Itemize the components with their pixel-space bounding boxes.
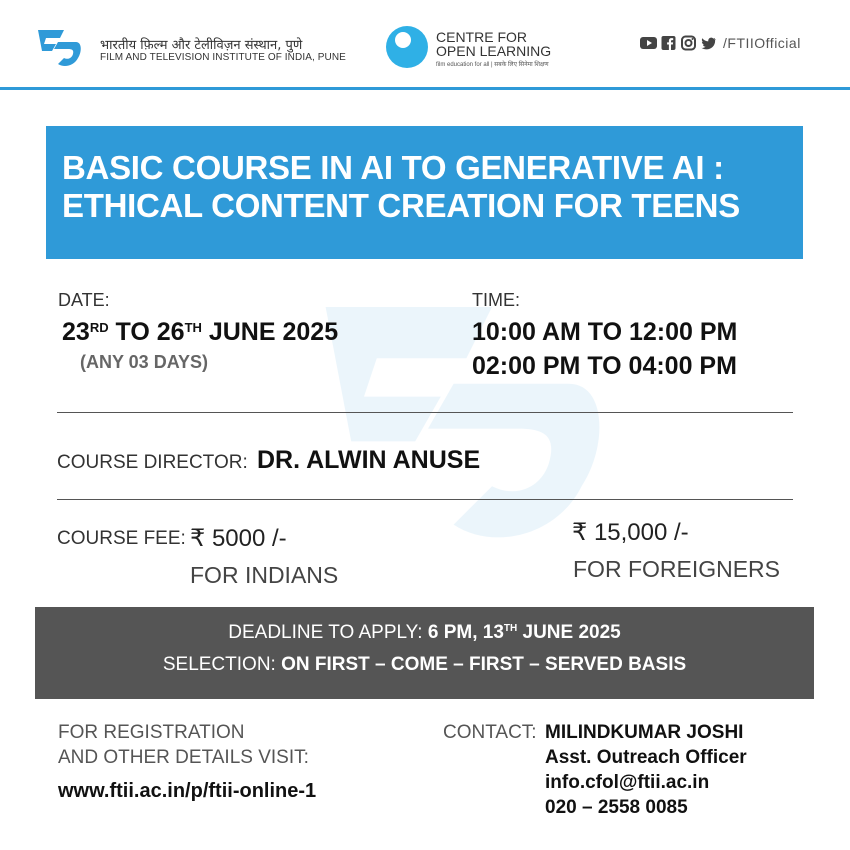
course-director-name: DR. ALWIN ANUSE bbox=[257, 446, 481, 474]
social-links bbox=[640, 35, 801, 51]
divider-1 bbox=[57, 412, 793, 413]
date-month-year: JUNE 2025 bbox=[201, 318, 339, 346]
institute-name-english: FILM AND TELEVISION INSTITUTE OF INDIA, PUNE bbox=[100, 52, 346, 63]
contact-phone: 020 – 2558 0085 bbox=[545, 797, 688, 818]
deadline-month-year: JUNE 2025 bbox=[517, 622, 621, 643]
registration-text-line1: FOR REGISTRATION bbox=[58, 722, 245, 743]
contact-name: MILINDKUMAR JOSHI bbox=[545, 722, 744, 743]
instagram-icon[interactable] bbox=[680, 35, 697, 51]
deadline-time-day: 6 PM, 13 bbox=[427, 622, 504, 643]
youtube-icon[interactable] bbox=[640, 35, 657, 51]
fee-indian-note: FOR INDIANS bbox=[190, 562, 339, 588]
twitter-icon[interactable] bbox=[700, 35, 717, 51]
contact-role: Asst. Outreach Officer bbox=[545, 747, 747, 768]
date-note: (ANY 03 DAYS) bbox=[80, 352, 209, 372]
deadline-line bbox=[35, 622, 814, 644]
deadline-day-suffix: TH bbox=[503, 623, 518, 634]
date-end-suffix: TH bbox=[184, 320, 202, 335]
fee-foreign-amount: ₹ 15,000 /- bbox=[572, 519, 689, 546]
registration-link[interactable]: www.ftii.ac.in/p/ftii-online-1 bbox=[58, 780, 317, 802]
course-fee-label: COURSE FEE: bbox=[57, 528, 186, 549]
selection-line bbox=[35, 654, 814, 676]
selection-value: ON FIRST – COME – FIRST – SERVED BASIS bbox=[281, 654, 687, 675]
date-end-day: TO 26 bbox=[108, 318, 185, 346]
registration-text-line2: AND OTHER DETAILS VISIT: bbox=[58, 747, 309, 768]
header-divider bbox=[0, 87, 850, 90]
social-handle[interactable]: /FTIIOfficial bbox=[723, 35, 801, 51]
cfol-tagline: film education for all | सबके लिए सिनेमा शिक्षण bbox=[436, 62, 549, 68]
course-director-label: COURSE DIRECTOR: bbox=[57, 452, 248, 473]
course-title: BASIC COURSE IN AI TO GENERATIVE AI : ETHICAL CONTENT CREATION FOR TEENS bbox=[62, 149, 740, 224]
cfol-logo-icon bbox=[385, 25, 429, 69]
cfol-title-line2: OPEN LEARNING bbox=[436, 43, 552, 59]
time-slot-2: 02:00 PM TO 04:00 PM bbox=[472, 352, 737, 380]
date-value bbox=[62, 318, 338, 347]
deadline-label: DEADLINE TO APPLY: bbox=[228, 622, 428, 643]
selection-label: SELECTION: bbox=[162, 654, 282, 675]
fee-indian-amount: ₹ 5000 /- bbox=[190, 525, 287, 552]
divider-2 bbox=[57, 499, 793, 500]
fee-foreign-note: FOR FOREIGNERS bbox=[573, 556, 781, 582]
cfol-title-line1: CENTRE FOR bbox=[436, 29, 527, 45]
time-label: TIME: bbox=[472, 290, 520, 310]
institute-name-hindi: भारतीय फ़िल्म और टेलीविज़न संस्थान, पुणे bbox=[100, 38, 303, 53]
date-label: DATE: bbox=[58, 290, 110, 310]
deadline-band bbox=[35, 607, 814, 699]
facebook-icon[interactable] bbox=[660, 35, 677, 51]
date-start-suffix: RD bbox=[89, 320, 109, 335]
ftii-watermark-logo bbox=[300, 255, 620, 615]
date-start-day: 23 bbox=[62, 318, 90, 346]
deadline-value bbox=[428, 622, 621, 643]
contact-label: CONTACT: bbox=[443, 722, 537, 743]
time-slot-1: 10:00 AM TO 12:00 PM bbox=[472, 318, 738, 346]
contact-email-link[interactable]: info.cfol@ftii.ac.in bbox=[545, 772, 710, 793]
ftii-logo bbox=[34, 22, 84, 72]
